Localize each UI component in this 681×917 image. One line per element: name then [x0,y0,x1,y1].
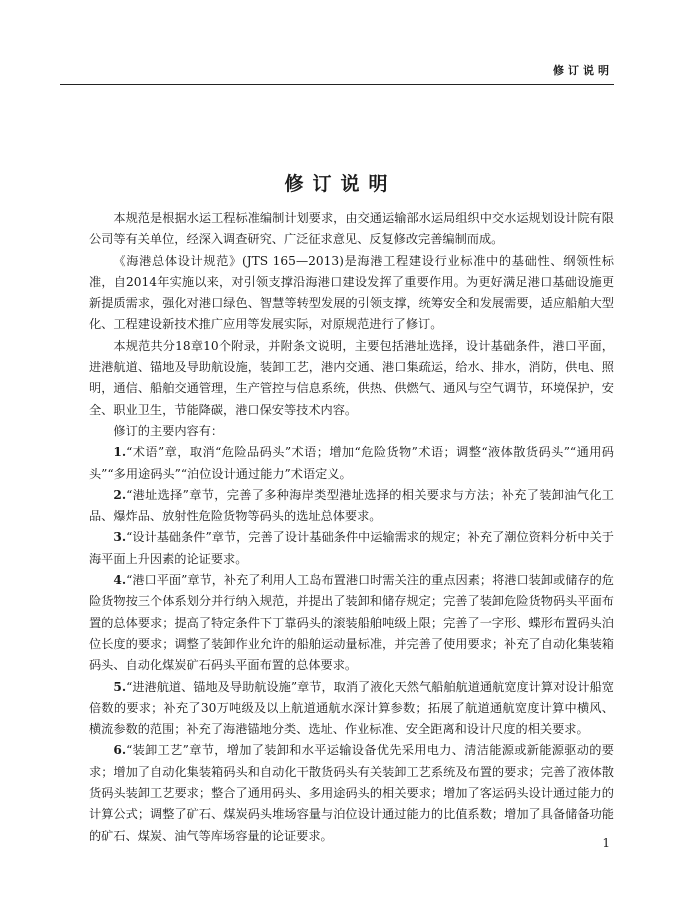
revision-item-text: “港址选择”章节，完善了多种海岸类型港址选择的相关要求与方法；补充了装卸油气化工品、爆炸品、放射性危险货物等码头的选址总体要求。 [89,487,614,524]
revision-item-number: 5. [113,679,127,694]
intro-paragraph: 本规范是根据水运工程标准编制计划要求，由交通运输部水运局组织中交水运规划设计院有限公司等有关单位，经深入调查研究、广泛征求意见、反复修改完善编制而成。 [89,211,614,247]
revision-item [89,442,614,485]
revision-item-text: “设计基础条件”章节，完善了设计基础条件中运输需求的规定；补充了潮位资料分析中关于海平面上升因素的论证要求。 [89,530,614,566]
background-paragraph: 《海港总体设计规范》(JTS 165—2013)是海港工程建设行业标准中的基础性、纲领性标准，自2014年实施以来，对引领支撑沿海港口建设发挥了重要作用。为更好满足港口基础设施更新提质需求，强化对港口绿色、智慧等转型发展的引领支撑，统筹安全和发展需要，适应船舶大型化、工程建设新技术推广应用等发展实际，对原规范进行了修订。 [89,253,614,332]
revision-item-number: 3. [113,530,127,545]
revision-item-text: “装卸工艺”章节，增加了装卸和水平运输设备优先采用电力、清洁能源或新能源驱动的要求；增加了自动化集装箱码头和自动化干散货码头有关装卸工艺系统及布置的要求；完善了液体散货码头装卸工艺要求；整合了通用码头、多用途码头的相关要求；增加了客运码头设计通过能力的计算公式；调整了矿石、煤炭码头堆场容量与泊位设计通过能力的比值系数；增加了具备储备功能的矿石、煤炭、油气等库场容量的论证要求。 [89,743,614,843]
revision-item [89,677,614,741]
body-text [89,208,614,847]
revision-item [89,570,614,676]
page-number: 1 [602,836,610,850]
page-title: 修订说明 [284,173,397,195]
revision-item-number: 6. [113,743,127,758]
revision-item-text: “进港航道、锚地及导助航设施”章节，取消了液化天然气船舶航道通航宽度计算对设计船宽倍数的要求；补充了30万吨级及以上航道通航水深计算参数；拓展了航道通航宽度计算中横风、横流参数的范围；补充了海港锚地分类、选址、作业标准、安全距离和设计尺度的相关要求。 [89,679,614,737]
running-header: 修订说明 [553,64,613,77]
revision-item-number: 1. [113,445,127,460]
revision-item [89,527,614,570]
revision-item-text: “港口平面”章节，补充了利用人工岛布置港口时需关注的重点因素；将港口装卸或储存的危险货物按三个体系划分并行纳入规范，并提出了装卸和储存规定；完善了装卸危险货物码头平面布置的总体要求；提高了特定条件下丁靠码头的滚装船舶吨级上限；完善了一字形、蝶形布置码头泊位长度的要求；调整了装卸作业允许的船舶运动量标准，并完善了使用要求；补充了自动化集装箱码头、自动化煤炭矿石码头平面布置的总体要求。 [89,573,614,673]
revision-item-text: “术语”章，取消“危险品码头”术语；增加“危险货物”术语；调整“液体散货码头”“通用码头”“多用途码头”“泊位设计通过能力”术语定义。 [89,445,614,481]
header-rule [60,84,614,85]
scope-paragraph: 本规范共分18章10个附录，并附条文说明，主要包括港址选择，设计基础条件，港口平面，进港航道、锚地及导助航设施，装卸工艺，港内交通、港口集疏运，给水、排水，消防，供电、照明，通信、船舶交通管理，生产管控与信息系统，供热、供燃气、通风与空气调节，环境保护，安全、职业卫生，节能降碳，港口保安等技术内容。 [89,338,614,417]
revision-item [89,740,614,846]
revision-item-number: 4. [113,573,127,588]
revision-item-number: 2. [113,487,127,502]
revision-list-intro: 修订的主要内容有： [113,423,224,438]
revision-item [89,485,614,528]
